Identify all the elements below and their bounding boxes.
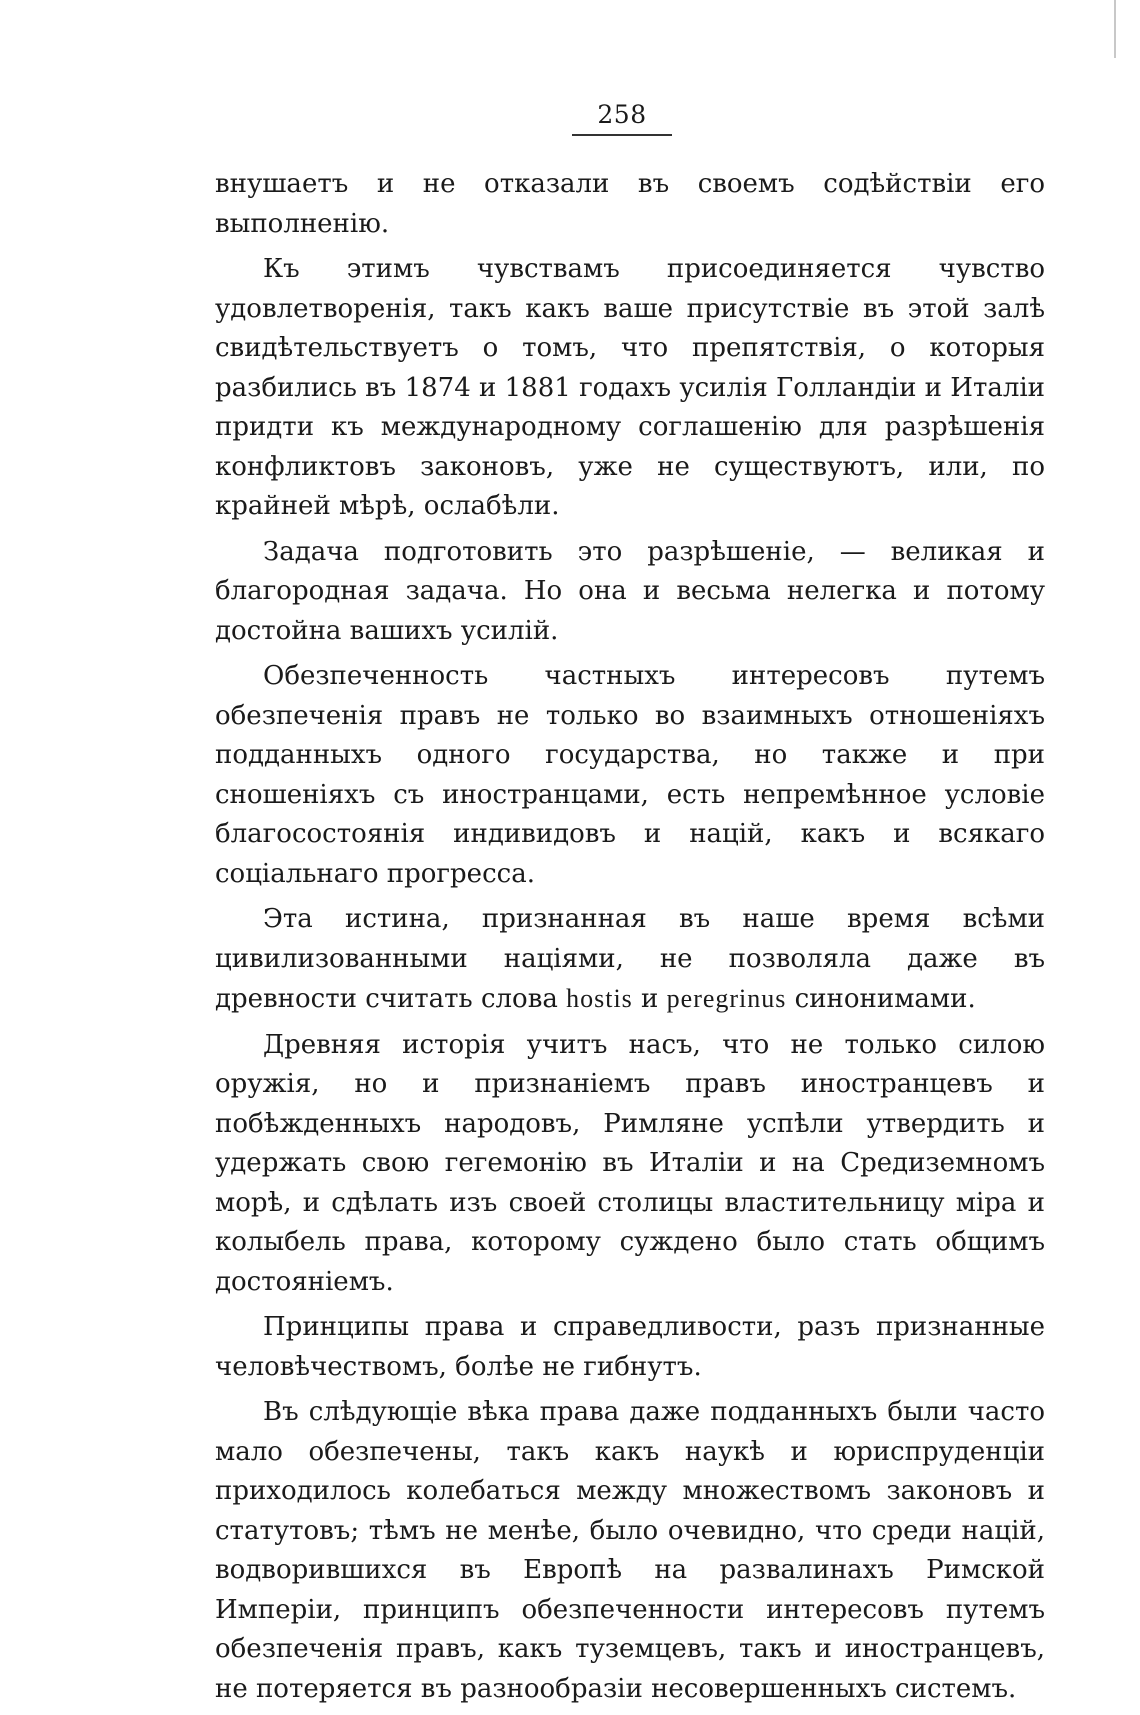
- paragraph-2: [215, 250, 1045, 527]
- paragraph-8: [215, 1393, 1045, 1709]
- paragraph-text: Къ этимъ чувствамъ присоединяется чувство удовлетворенія, такъ какъ ваше присутствіе въ этой залѣ свидѣтельствуетъ о томъ, что препятствія, о которыя разбились въ 1874 и 1881 годахъ усилія Голландіи и Италіи придти къ международному соглашенію для разрѣшенія конфликтовъ законовъ, уже не существуютъ, или, по крайней мѣрѣ, ослабѣли.: [215, 254, 1045, 521]
- latin-term-peregrinus: peregrinus: [666, 984, 787, 1013]
- paragraph-text: Эта истина, признанная въ наше время всѣми цивилизованными націями, не позволяла даже въ древности считать слова: [215, 904, 1045, 1014]
- paragraph-text: Древняя исторія учитъ насъ, что не только силою оружія, но и признаніемъ правъ иностранцевъ и побѣжденныхъ народовъ, Римляне успѣли утвердить и удержать свою гегемонію въ Италіи и на Средиземномъ морѣ, и сдѣлать изъ своей столицы властительницу міра и колыбель права, которому суждено было стать общимъ достояніемъ.: [215, 1029, 1045, 1297]
- page-number-rule: [572, 134, 672, 136]
- paragraph-text: Принципы права и справедливости, разъ признанные человѣчествомъ, болѣе не гибнутъ.: [215, 1312, 1045, 1382]
- latin-term-hostis: hostis: [566, 984, 633, 1013]
- paragraph-text: синонимами.: [786, 984, 976, 1014]
- paragraph-3: [215, 533, 1045, 652]
- paragraph-5: [215, 900, 1045, 1020]
- paragraph-4: [215, 657, 1045, 894]
- paragraph-text: и: [632, 984, 667, 1014]
- paragraph-7: [215, 1308, 1045, 1387]
- paragraph-text: Въ слѣдующіе вѣка права даже подданныхъ были часто мало обезпечены, такъ какъ наукѣ и юриспруденціи приходилось колебаться между множествомъ законовъ и статутовъ; тѣмъ не менѣе, было очевидно, что среди націй, водворившихся въ Европѣ на развалинахъ Римской Имперіи, принципъ обезпеченности интересовъ путемъ обезпеченія правъ, какъ туземцевъ, такъ и иностранцевъ, не потеряется въ разнообразіи несовершенныхъ системъ.: [215, 1397, 1045, 1704]
- paragraph-1: [215, 165, 1045, 244]
- paragraph-text: Обезпеченность частныхъ интересовъ путемъ обезпеченія правъ не только во взаимныхъ отношеніяхъ подданныхъ одного государства, но также и при сношеніяхъ съ иностранцами, есть непремѣнное условіе благосостоянія индивидовъ и націй, какъ и всякаго соціальнаго прогресса.: [215, 661, 1045, 889]
- body-text: [215, 165, 1045, 1715]
- paragraph-text: Задача подготовить это разрѣшеніе, — великая и благородная задача. Но она и весьма нелегка и потому достойна вашихъ усилій.: [215, 536, 1045, 646]
- page-number: 258: [597, 100, 647, 129]
- scan-edge-line: [1114, 0, 1116, 58]
- paragraph-text: внушаетъ и не отказали въ своемъ содѣйствіи его выполненію.: [215, 169, 1045, 239]
- paragraph-6: [215, 1026, 1045, 1303]
